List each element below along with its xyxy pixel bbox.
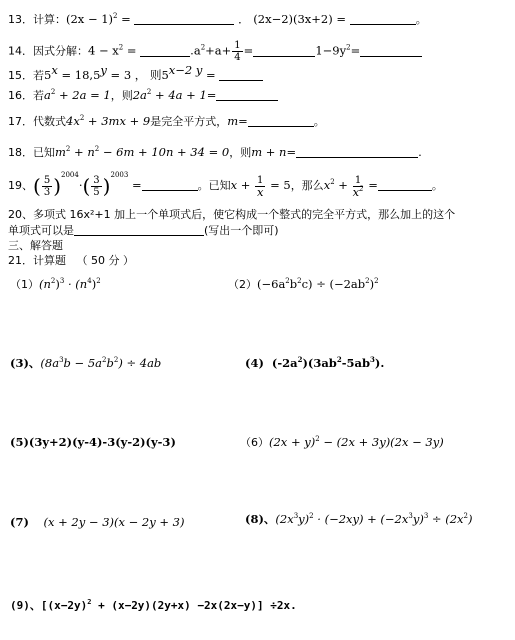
fraction: $\frac{1}{4}$ bbox=[234, 40, 241, 63]
problem-2: $(2)(-6a^2b^2c) \div (-2ab^2)^2$ bbox=[228, 277, 379, 291]
question-21-title: 21．计算题 （ 50 分 ） bbox=[8, 254, 134, 267]
answer-blank[interactable] bbox=[134, 13, 234, 25]
problem-7: (7) (x + 2y − 3)(x − 2y + 3) bbox=[10, 515, 185, 529]
problem-8: (8)、$(2x^3y)^2 \cdot (-2xy) + (-2x^3y)^3 \div (2x^2)$ bbox=[245, 512, 473, 526]
question-18: 18．已知$m^2 + n^2 - 6m + 10n + 34 = 0$，则m + n= . bbox=[8, 145, 422, 159]
answer-blank[interactable] bbox=[140, 45, 190, 57]
answer-blank[interactable] bbox=[142, 179, 198, 191]
problem-5: (5)(3y+2)(y-4)-3(y-2)(y-3) bbox=[10, 435, 176, 449]
question-17: 17．代数式$4x^2 + 3mx + 9$是完全平方式，m= 。 bbox=[8, 114, 325, 128]
answer-blank[interactable] bbox=[248, 115, 314, 127]
problem-9: (9)、$[(x-2y)^2 + (x-2y)(2y+x) -2x(2x-y)] \div 2x$. bbox=[10, 598, 297, 612]
question-19: 19、( $\frac{5}{3}$ )$^{2004}$·( $\frac{3}{5}$ )$^{2003}$ = 。已知x + $\frac{1}{x}$ = 5，那么$x^2$ + $\frac{1}{x^2}$ = 。 bbox=[8, 171, 443, 199]
answer-blank[interactable] bbox=[219, 69, 263, 81]
fraction: $\frac{1}{x}$ bbox=[256, 174, 264, 199]
answer-blank[interactable] bbox=[74, 224, 204, 236]
problem-4: (4) $(-2a^2)(3ab^2-5ab^3)$. bbox=[245, 355, 385, 370]
fraction: $\frac{3}{5}$ bbox=[93, 174, 100, 198]
question-15: 15．若$5^x = 18,5^y = 3$ ， 则$5^{x-2 y}$ = bbox=[8, 68, 263, 83]
answer-blank[interactable] bbox=[350, 13, 416, 25]
fraction: $\frac{1}{x^2}$ bbox=[352, 174, 364, 199]
problem-6: $(6)(2x + y)^2 - (2x + 3y)(2x - 3y)$ bbox=[240, 435, 444, 449]
q13-number: 13．计算： bbox=[8, 13, 66, 26]
problem-3: (3)、$(8a^3b - 5a^2b^2) \div 4ab$ bbox=[10, 356, 162, 370]
answer-blank[interactable] bbox=[216, 89, 278, 101]
question-16: 16．若$a^2 + 2a = 1$，则$2a^2 + 4a + 1=$ bbox=[8, 88, 278, 103]
problem-1: $(1)(n^2)^3 \cdot (n^4)^2$ bbox=[10, 277, 101, 291]
question-20: 20、多项式 16x²+1 加上一个单项式后，使它构成一个整式的完全平方式，那么加上的这个 bbox=[8, 208, 456, 221]
section-heading: 三、解答题 bbox=[8, 239, 63, 252]
question-20-line2: 单项式可以是 (写出一个即可) bbox=[8, 224, 279, 237]
answer-blank[interactable] bbox=[360, 45, 422, 57]
fraction: $\frac{5}{3}$ bbox=[43, 174, 51, 198]
answer-blank[interactable] bbox=[378, 179, 432, 191]
answer-blank[interactable] bbox=[296, 146, 418, 158]
question-13: 13．计算：$(2x - 1)^2$ = ． (2x−2)(3x+2) = 。 bbox=[8, 12, 427, 26]
question-14: 14．因式分解：$4 - x^2 = .a^2+a+$ $\frac{1}{4}$ = $1-9y^2=$ bbox=[8, 40, 422, 63]
answer-blank[interactable] bbox=[253, 45, 315, 57]
